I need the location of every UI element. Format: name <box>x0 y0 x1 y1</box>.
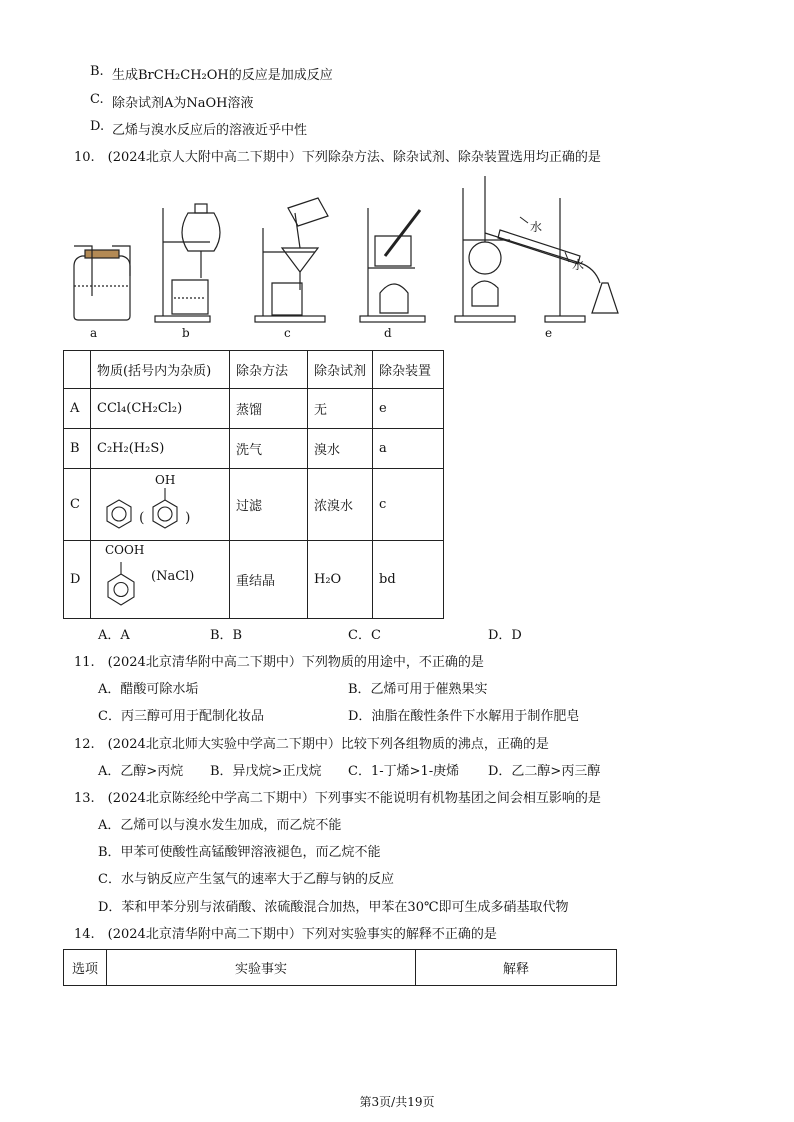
q13-option-d[interactable]: D．苯和甲苯分别与浓硝酸、浓硫酸混合加热，甲苯在30℃即可生成多硝基取代物 <box>98 900 569 915</box>
apparatus-label-d: d <box>384 326 392 340</box>
q13-option-c[interactable]: C．水与钠反应产生氢气的速率大于乙醇与钠的反应 <box>98 872 394 887</box>
row-substance-structure <box>91 469 230 541</box>
row-reagent: 溴水 <box>308 429 373 469</box>
row-device: a <box>373 429 444 469</box>
q13-option-b[interactable]: B．甲苯可使酸性高锰酸钾溶液褪色，而乙烷不能 <box>98 845 381 860</box>
apparatus-figure <box>60 168 640 328</box>
apparatus-label-b: b <box>182 326 190 340</box>
apparatus-e-icon <box>455 176 618 322</box>
q12-stem: 12. (2024北京北师大实验中学高二下期中）比较下列各组物质的沸点，正确的是 <box>74 737 549 752</box>
row-key: C <box>64 469 91 541</box>
q10-choice-a[interactable]: A．A <box>98 628 130 643</box>
q12-option-a[interactable]: A．乙醇>丙烷 <box>98 764 184 779</box>
apparatus-d-icon <box>360 208 425 322</box>
row-substance: C₂H₂(H₂S) <box>91 429 230 469</box>
q10-choice-c[interactable]: C．C <box>348 628 381 643</box>
q10-table <box>63 350 444 619</box>
row-method: 重结晶 <box>230 541 308 619</box>
row-device: bd <box>373 541 444 619</box>
table-header: 解释 <box>416 950 617 986</box>
q13-option-a[interactable]: A．乙烯可以与溴水发生加成，而乙烷不能 <box>98 818 342 833</box>
q9-option-d-text: 乙烯与溴水反应后的溶液近乎中性 <box>112 123 308 138</box>
q14-table <box>63 949 617 986</box>
row-method: 过滤 <box>230 469 308 541</box>
row-reagent: 无 <box>308 389 373 429</box>
q14-stem: 14. (2024北京清华附中高二下期中）下列对实验事实的解释不正确的是 <box>74 927 497 942</box>
q11-option-b[interactable]: B．乙烯可用于催熟果实 <box>348 682 488 697</box>
q11-stem: 11. (2024北京清华附中高二下期中）下列物质的用途中，不正确的是 <box>74 655 484 670</box>
table-header: 实验事实 <box>107 950 416 986</box>
apparatus-label-e: e <box>545 326 553 340</box>
row-device: c <box>373 469 444 541</box>
apparatus-label-a: a <box>90 326 98 340</box>
table-header: 选项 <box>64 950 107 986</box>
row-key: B <box>64 429 91 469</box>
q12-option-d[interactable]: D．乙二醇>丙三醇 <box>488 764 601 779</box>
table-row <box>64 469 444 541</box>
q13-stem: 13. (2024北京陈经纶中学高二下期中）下列事实不能说明有机物基团之间会相互影响的是 <box>74 791 601 806</box>
water-label-top: 水 <box>530 220 543 234</box>
q11-option-a[interactable]: A．醋酸可除水垢 <box>98 682 199 697</box>
row-reagent: H₂O <box>308 541 373 619</box>
table-row <box>64 389 444 429</box>
q9-option-c: C. <box>90 92 104 107</box>
cooh-label: COOH <box>105 543 145 557</box>
svg-text:(: ( <box>139 509 145 526</box>
table-header: 物质(括号内为杂质) <box>91 351 230 389</box>
row-method: 洗气 <box>230 429 308 469</box>
q10-stem: 10. (2024北京人大附中高二下期中）下列除杂方法、除杂试剂、除杂装置选用均正确的是 <box>74 150 601 165</box>
row-key: A <box>64 389 91 429</box>
q9-option-b-text: 生成BrCH₂CH₂OH的反应是加成反应 <box>112 68 333 83</box>
row-reagent: 浓溴水 <box>308 469 373 541</box>
q9-option-b: B. <box>90 64 104 79</box>
nacl-label: (NaCl) <box>151 569 195 584</box>
svg-text:): ) <box>185 509 191 526</box>
table-header: 除杂装置 <box>373 351 444 389</box>
apparatus-a-icon <box>74 246 130 320</box>
table-header-row <box>64 351 444 389</box>
page-footer: 第3页/共19页 <box>359 1095 435 1109</box>
q12-option-b[interactable]: B．异戊烷>正戊烷 <box>210 764 322 779</box>
table-row <box>64 541 444 619</box>
q9-option-c-text: 除杂试剂A为NaOH溶液 <box>112 96 254 111</box>
table-header-row <box>64 950 617 986</box>
q11-option-d[interactable]: D．油脂在酸性条件下水解用于制作肥皂 <box>348 709 580 724</box>
row-substance: CCl₄(CH₂Cl₂) <box>91 389 230 429</box>
oh-label: OH <box>155 473 176 487</box>
row-key: D <box>64 541 91 619</box>
table-row <box>64 429 444 469</box>
apparatus-b-icon <box>155 204 220 322</box>
q11-option-c[interactable]: C．丙三醇可用于配制化妆品 <box>98 709 264 724</box>
q9-option-d: D. <box>90 119 105 134</box>
row-method: 蒸馏 <box>230 389 308 429</box>
row-device: e <box>373 389 444 429</box>
table-header: 除杂方法 <box>230 351 308 389</box>
apparatus-label-c: c <box>284 326 291 340</box>
q10-choice-d[interactable]: D．D <box>488 628 522 643</box>
apparatus-c-icon <box>255 198 328 322</box>
table-header: 除杂试剂 <box>308 351 373 389</box>
table-header <box>64 351 91 389</box>
water-label-bottom: 水 <box>572 258 585 272</box>
row-substance-structure <box>91 541 230 619</box>
q10-choice-b[interactable]: B．B <box>210 628 243 643</box>
q12-option-c[interactable]: C．1-丁烯>1-庚烯 <box>348 764 460 779</box>
